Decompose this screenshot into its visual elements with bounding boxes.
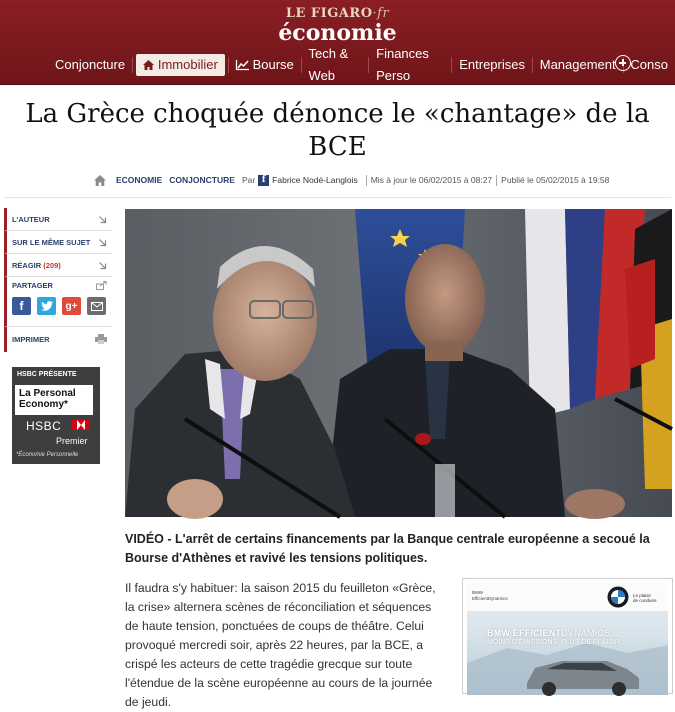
ad-title-line: Economy* [19,399,68,410]
logo-le-figaro[interactable] [0,6,675,21]
printer-icon [95,334,107,344]
nav-label: Finances Perso [376,46,429,83]
article-photo[interactable] [125,209,672,517]
ad-plaisir-line: de conduire [633,598,657,603]
nav-item-finances-perso[interactable] [369,46,451,83]
lead-kicker: VIDÉO [125,532,164,546]
ad-plaisir-line: Le plaisir [633,593,652,598]
nav-item-conjoncture[interactable] [48,54,132,76]
nav-label: Tech & Web [308,46,349,83]
sidebar-label: RÉAGIR [12,261,42,270]
published-date: Publié le 05/02/2015 à 19:58 [501,175,610,185]
meta-divider [496,175,497,186]
ad-title-box [15,385,93,415]
header-divider [4,197,671,198]
arrow-down-right-icon [99,262,106,269]
more-plus-icon[interactable] [615,55,631,71]
mail-icon [91,302,103,311]
nav-label: Conjoncture [55,57,126,72]
sidebar-item-reagir[interactable] [4,254,112,277]
sidebar-share [4,277,112,327]
logo-economie[interactable]: économie [278,20,397,46]
nav-label: Management [539,57,616,72]
nav-label: Conso [630,57,668,72]
comment-count: (209) [43,261,61,270]
share-buttons [12,297,112,315]
sidebar-label: IMPRIMER [12,335,50,344]
article-sidebar [4,208,112,352]
page-title: La Grèce choquée dénonce le «chantage» de la BCE [25,99,650,162]
hsbc-brand: HSBC [26,419,62,433]
article-body: Il faudra s'y habituer: la saison 2015 du feuilleton «Grèce, la crise» alternera scènes de réconciliation et séquences de haute tension, ponctuées de coups de théâtre. Celui provoqué mercredi soir, après 22 heures, par la BCE, a crispé les acteurs de cette tragédie grecque sur toute l'étendue de la scène européenne au cours de la journée de jeudi. [125,581,436,709]
bmw-ad[interactable] [462,578,673,694]
nav-item-tech-web[interactable] [302,46,369,83]
email-share-button[interactable] [87,297,106,315]
nav-item-entreprises[interactable] [452,54,532,76]
by-label: Par [241,175,256,185]
meta-divider [366,175,367,186]
nav-label: Entreprises [459,57,525,72]
ad-headline-rest: DYNAMICS. [561,628,613,638]
article-lead [125,530,673,568]
nav-item-management[interactable] [533,54,623,76]
home-icon [143,60,154,70]
chart-icon [236,60,249,70]
logo-fr-text: ·fr [372,6,390,21]
bmw-ad-visual [467,583,668,695]
home-icon[interactable] [94,175,106,186]
nav-item-immobilier[interactable] [136,54,225,76]
nav-label: Immobilier [157,57,218,72]
hsbc-hexagon-logo-icon [72,420,90,430]
photo-illustration [125,209,672,517]
twitter-bird-icon [41,301,53,311]
arrow-down-right-icon [99,216,106,223]
google-plus-share-button[interactable]: g+ [62,297,81,315]
hsbc-premier: Premier [56,436,88,446]
logo-top-text: LE FIGARO [285,6,373,21]
nav-item-bourse[interactable] [229,54,301,76]
sidebar-item-auteur[interactable] [4,208,112,231]
sidebar-item-meme-sujet[interactable] [4,231,112,254]
nav-divider [132,57,133,73]
lead-text: - L'arrêt de certains financements par la Banque centrale européenne a secoué la Bourse d'Athènes et ravivé les tensions politiques. [125,532,650,565]
ad-headline [487,628,613,638]
author-name[interactable]: Fabrice Nodé-Langlois [272,175,358,185]
ad-title-line: La Personal [19,388,76,399]
sidebar-label: SUR LE MÊME SUJET [12,238,91,247]
author-figaro-icon: f [258,175,269,186]
nav-item-conso[interactable] [623,54,675,76]
breadcrumb-conjoncture[interactable]: CONJONCTURE [169,175,235,185]
sidebar-label: L'AUTEUR [12,215,50,224]
site-header [0,0,675,85]
breadcrumb-economie[interactable]: ECONOMIE [116,175,163,185]
arrow-down-right-icon [99,239,106,246]
ad-small-line: EfficientDynamics [472,596,508,601]
nav-label: Bourse [252,57,294,72]
ad-headline-bold: BMW EFFICIENT [487,628,562,638]
ad-header: HSBC PRÉSENTE [17,371,77,378]
hsbc-ad[interactable] [12,367,100,464]
updated-date: Mis à jour le 06/02/2015 à 08:27 [370,175,493,185]
ad-small-line: BMW [472,590,483,595]
facebook-share-button[interactable]: f [12,297,31,315]
main-nav [48,46,675,83]
ad-tagline: *Économie Personnelle [16,452,79,458]
share-label: PARTAGER [12,281,53,290]
ad-subline: MOINS D'ÉMISSIONS. PLUS DE PLAISIR. [487,639,622,646]
twitter-share-button[interactable] [37,297,56,315]
share-icon [96,281,107,290]
article-meta [94,172,609,188]
sidebar-item-imprimer[interactable] [4,327,112,352]
